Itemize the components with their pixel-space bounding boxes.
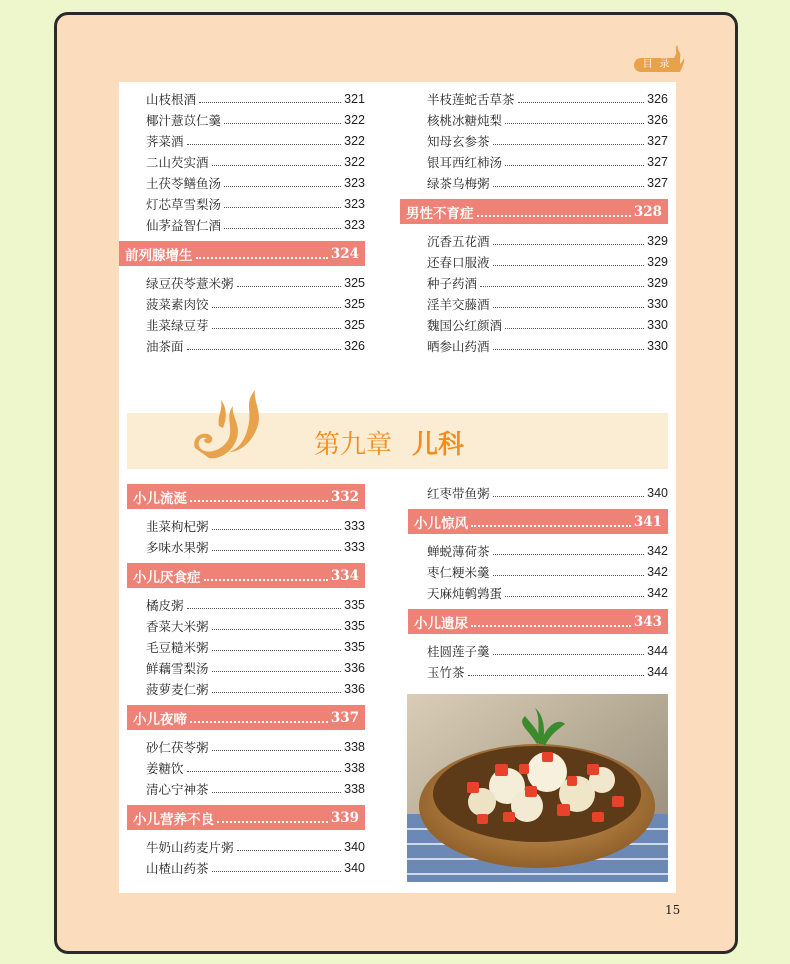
section-page: 334 xyxy=(330,567,359,584)
entry-page: 329 xyxy=(647,233,668,248)
entry-title: 橘皮粥 xyxy=(146,598,184,613)
entry-title: 绿茶乌梅粥 xyxy=(427,176,490,191)
section-title: 小儿惊风 xyxy=(414,515,468,532)
entry-title: 淫羊交藤酒 xyxy=(427,297,490,312)
entry-title: 牛奶山药麦片粥 xyxy=(146,840,234,855)
entry-page: 336 xyxy=(344,660,365,675)
dot-leader xyxy=(493,144,645,145)
toc-entry[interactable] xyxy=(408,582,668,603)
dot-leader xyxy=(505,328,644,329)
entry-title: 菠萝麦仁粥 xyxy=(146,682,209,697)
entry-title: 玉竹茶 xyxy=(427,665,465,680)
entry-title: 姜糖饮 xyxy=(146,761,184,776)
dot-leader xyxy=(477,215,631,217)
dot-leader xyxy=(518,102,645,103)
entry-page: 326 xyxy=(647,91,668,106)
entry-page: 342 xyxy=(647,585,668,600)
section-header[interactable] xyxy=(127,484,365,509)
dot-leader xyxy=(212,750,342,751)
dot-leader xyxy=(493,575,645,576)
entry-page: 342 xyxy=(647,564,668,579)
toc-entry[interactable] xyxy=(408,561,668,582)
dot-leader xyxy=(493,554,645,555)
dot-leader xyxy=(480,286,644,287)
dot-leader xyxy=(505,165,644,166)
entry-page: 325 xyxy=(344,296,365,311)
food-photo xyxy=(407,694,668,882)
right-column-bottom xyxy=(408,482,668,682)
toc-entry[interactable] xyxy=(400,109,668,130)
dot-leader xyxy=(196,257,328,259)
toc-entry[interactable] xyxy=(119,272,365,293)
dot-leader xyxy=(199,102,341,103)
toc-badge: 目 录 xyxy=(634,58,680,72)
section-title: 男性不育症 xyxy=(406,205,474,222)
entry-page: 325 xyxy=(344,317,365,332)
toc-entry[interactable] xyxy=(119,109,365,130)
dot-leader xyxy=(217,821,328,823)
dot-leader xyxy=(224,123,341,124)
entry-title: 土茯苓鳝鱼汤 xyxy=(146,176,222,191)
dot-leader xyxy=(237,850,342,851)
section-title: 小儿营养不良 xyxy=(133,811,214,828)
entry-title: 知母玄参茶 xyxy=(427,134,490,149)
toc-entry[interactable] xyxy=(127,594,365,615)
entry-page: 326 xyxy=(647,112,668,127)
entry-title: 银耳西红柿汤 xyxy=(427,155,503,170)
toc-entry[interactable] xyxy=(127,757,365,778)
entry-page: 335 xyxy=(344,618,365,633)
toc-entry[interactable] xyxy=(400,293,668,314)
dot-leader xyxy=(212,529,342,530)
entry-page: 335 xyxy=(344,597,365,612)
dot-leader xyxy=(224,207,341,208)
toc-entry[interactable] xyxy=(400,335,668,356)
entry-page: 340 xyxy=(344,839,365,854)
entry-page: 344 xyxy=(647,664,668,679)
entry-page: 322 xyxy=(344,154,365,169)
entry-title: 韭菜枸杞粥 xyxy=(146,519,209,534)
entry-title: 二山芡实酒 xyxy=(146,155,209,170)
toc-entry[interactable] xyxy=(119,88,365,109)
entry-title: 灯芯草雪梨汤 xyxy=(146,197,222,212)
toc-entry[interactable] xyxy=(127,615,365,636)
dot-leader xyxy=(493,265,645,266)
toc-entry[interactable] xyxy=(408,482,668,503)
section-page: 328 xyxy=(633,203,662,220)
dot-leader xyxy=(493,349,645,350)
dot-leader xyxy=(224,186,341,187)
entry-title: 绿豆茯苓薏米粥 xyxy=(146,276,234,291)
dot-leader xyxy=(212,550,342,551)
dot-leader xyxy=(212,307,342,308)
section-title: 小儿夜啼 xyxy=(133,711,187,728)
dot-leader xyxy=(187,349,342,350)
section-header[interactable] xyxy=(408,509,668,534)
entry-title: 核桃冰糖炖梨 xyxy=(427,113,503,128)
section-title: 小儿遗尿 xyxy=(414,615,468,632)
entry-page: 327 xyxy=(647,154,668,169)
entry-page: 325 xyxy=(344,275,365,290)
section-page: 332 xyxy=(330,488,359,505)
entry-page: 338 xyxy=(344,760,365,775)
entry-page: 340 xyxy=(647,485,668,500)
toc-entry[interactable] xyxy=(119,293,365,314)
entry-title: 沉香五花酒 xyxy=(427,234,490,249)
dot-leader xyxy=(493,654,645,655)
entry-title: 清心宁神茶 xyxy=(146,782,209,797)
dot-leader xyxy=(212,650,342,651)
entry-title: 枣仁粳米羹 xyxy=(427,565,490,580)
entry-page: 336 xyxy=(344,681,365,696)
section-title: 前列腺增生 xyxy=(125,247,193,264)
chapter-name: 儿科 xyxy=(412,430,465,460)
section-header[interactable] xyxy=(127,705,365,730)
entry-page: 340 xyxy=(344,860,365,875)
section-title: 小儿流涎 xyxy=(133,490,187,507)
entry-title: 菠菜素肉饺 xyxy=(146,297,209,312)
entry-page: 330 xyxy=(647,296,668,311)
dot-leader xyxy=(212,328,342,329)
entry-page: 326 xyxy=(344,338,365,353)
entry-title: 砂仁茯苓粥 xyxy=(146,740,209,755)
entry-page: 323 xyxy=(344,196,365,211)
toc-entry[interactable] xyxy=(119,130,365,151)
dot-leader xyxy=(204,579,328,581)
toc-entry[interactable] xyxy=(127,515,365,536)
toc-entry[interactable] xyxy=(400,130,668,151)
dot-leader xyxy=(187,771,342,772)
left-column-bottom xyxy=(127,478,365,878)
toc-entry[interactable] xyxy=(400,314,668,335)
dot-leader xyxy=(212,692,342,693)
toc-entry[interactable] xyxy=(400,272,668,293)
entry-title: 油茶面 xyxy=(146,339,184,354)
dot-leader xyxy=(471,625,631,627)
dot-leader xyxy=(493,244,645,245)
page-number: 15 xyxy=(665,903,681,917)
entry-title: 魏国公红颜酒 xyxy=(427,318,503,333)
entry-page: 329 xyxy=(647,254,668,269)
entry-title: 多味水果粥 xyxy=(146,540,209,555)
toc-entry[interactable] xyxy=(400,151,668,172)
entry-title: 仙茅益智仁酒 xyxy=(146,218,222,233)
entry-page: 330 xyxy=(647,338,668,353)
entry-title: 山楂山药茶 xyxy=(146,861,209,876)
dot-leader xyxy=(212,871,342,872)
toc-entry[interactable] xyxy=(127,836,365,857)
section-header[interactable] xyxy=(127,563,365,588)
dot-leader xyxy=(190,500,328,502)
section-header[interactable] xyxy=(119,241,365,266)
dot-leader xyxy=(237,286,342,287)
entry-page: 335 xyxy=(344,639,365,654)
dot-leader xyxy=(493,186,645,187)
entry-title: 还春口服液 xyxy=(427,255,490,270)
toc-entry[interactable] xyxy=(400,251,668,272)
section-header[interactable] xyxy=(127,805,365,830)
section-page: 341 xyxy=(633,513,662,530)
dot-leader xyxy=(212,165,342,166)
entry-title: 蝉蜕薄荷茶 xyxy=(427,544,490,559)
entry-page: 321 xyxy=(344,91,365,106)
dot-leader xyxy=(212,792,342,793)
section-page: 339 xyxy=(330,809,359,826)
entry-title: 半枝莲蛇舌草茶 xyxy=(427,92,515,107)
toc-entry[interactable] xyxy=(400,88,668,109)
dot-leader xyxy=(212,671,342,672)
entry-title: 椰汁薏苡仁羹 xyxy=(146,113,222,128)
toc-entry[interactable] xyxy=(127,778,365,799)
toc-entry[interactable] xyxy=(127,857,365,878)
toc-entry[interactable] xyxy=(119,172,365,193)
dot-leader xyxy=(187,608,342,609)
dot-leader xyxy=(493,307,645,308)
entry-page: 323 xyxy=(344,217,365,232)
dot-leader xyxy=(471,525,631,527)
entry-page: 342 xyxy=(647,543,668,558)
section-header[interactable] xyxy=(400,199,668,224)
toc-entry[interactable] xyxy=(400,230,668,251)
entry-title: 山枝根酒 xyxy=(146,92,197,107)
dot-leader xyxy=(224,228,341,229)
entry-page: 327 xyxy=(647,133,668,148)
entry-title: 荠菜酒 xyxy=(146,134,184,149)
right-column-top xyxy=(400,88,668,356)
entry-page: 323 xyxy=(344,175,365,190)
entry-title: 天麻炖鹌鹑蛋 xyxy=(427,586,503,601)
entry-page: 344 xyxy=(647,643,668,658)
entry-page: 338 xyxy=(344,781,365,796)
dot-leader xyxy=(505,596,644,597)
toc-entry[interactable] xyxy=(127,736,365,757)
toc-entry[interactable] xyxy=(119,214,365,235)
section-page: 337 xyxy=(330,709,359,726)
entry-title: 香菜大米粥 xyxy=(146,619,209,634)
toc-entry[interactable] xyxy=(127,536,365,557)
swirl-ornament-icon xyxy=(189,386,269,466)
chapter-title xyxy=(314,424,464,461)
entry-page: 333 xyxy=(344,539,365,554)
section-page: 324 xyxy=(330,245,359,262)
toc-entry[interactable] xyxy=(127,636,365,657)
entry-title: 毛豆糙米粥 xyxy=(146,640,209,655)
section-title: 小儿厌食症 xyxy=(133,569,201,586)
dot-leader xyxy=(212,629,342,630)
entry-title: 种子药酒 xyxy=(427,276,478,291)
toc-entry[interactable] xyxy=(127,678,365,699)
toc-entry[interactable] xyxy=(400,172,668,193)
entry-page: 322 xyxy=(344,112,365,127)
entry-page: 327 xyxy=(647,175,668,190)
entry-page: 333 xyxy=(344,518,365,533)
chapter-number: 第九章 xyxy=(314,430,393,460)
dot-leader xyxy=(190,721,328,723)
toc-entry[interactable] xyxy=(119,151,365,172)
toc-entry[interactable] xyxy=(119,335,365,356)
toc-entry[interactable] xyxy=(119,193,365,214)
toc-entry[interactable] xyxy=(119,314,365,335)
entry-page: 329 xyxy=(647,275,668,290)
entry-title: 鲜藕雪梨汤 xyxy=(146,661,209,676)
toc-entry[interactable] xyxy=(408,661,668,682)
dot-leader xyxy=(505,123,644,124)
entry-page: 322 xyxy=(344,133,365,148)
dot-leader xyxy=(493,496,645,497)
toc-entry[interactable] xyxy=(408,640,668,661)
entry-title: 韭菜绿豆芽 xyxy=(146,318,209,333)
toc-entry[interactable] xyxy=(408,540,668,561)
section-header[interactable] xyxy=(408,609,668,634)
entry-page: 330 xyxy=(647,317,668,332)
dot-leader xyxy=(468,675,645,676)
entry-title: 桂圆莲子羹 xyxy=(427,644,490,659)
toc-entry[interactable] xyxy=(127,657,365,678)
dot-leader xyxy=(187,144,342,145)
toc-panel xyxy=(119,82,676,893)
entry-title: 红枣带鱼粥 xyxy=(427,486,490,501)
entry-title: 晒参山药酒 xyxy=(427,339,490,354)
section-page: 343 xyxy=(633,613,662,630)
entry-page: 338 xyxy=(344,739,365,754)
left-column-top xyxy=(119,88,365,356)
